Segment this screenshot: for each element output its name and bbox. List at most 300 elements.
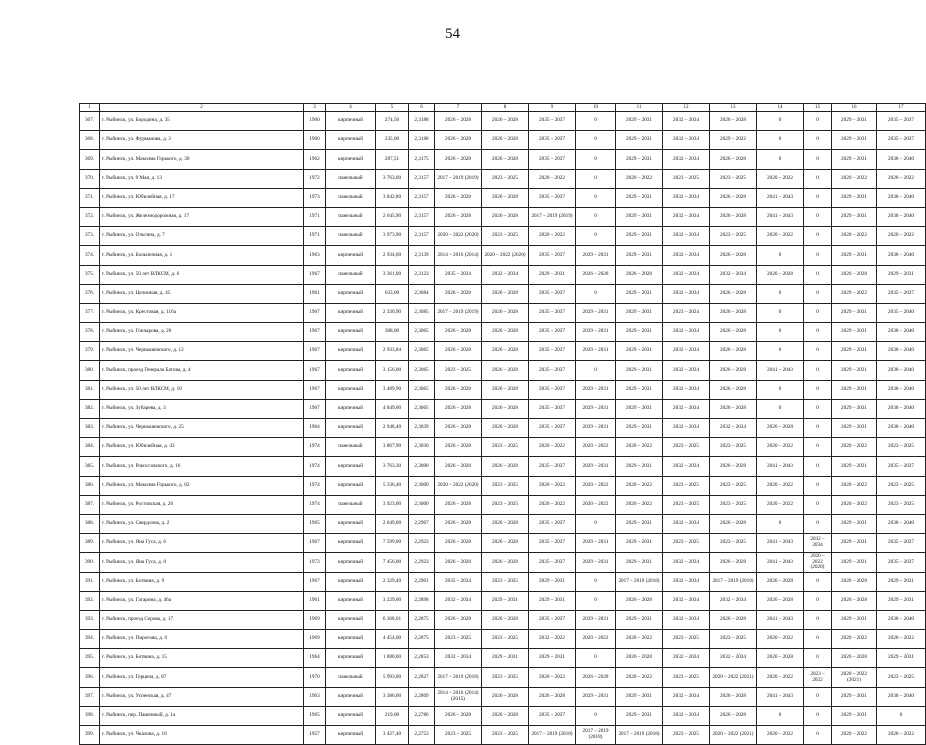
period-cell: 2029 – 2031 xyxy=(616,361,663,380)
period-cell: 2020 – 2022 xyxy=(757,227,804,246)
period-cell: 2035 – 2037 xyxy=(529,514,576,533)
period-cell: 2023 – 2025 xyxy=(482,726,529,745)
period-cell: 2035 – 2037 xyxy=(529,399,576,418)
period-cell: 2026 – 2028 xyxy=(710,457,757,476)
year-cell: 1974 xyxy=(304,476,326,495)
wall-material-cell: кирпичный xyxy=(326,591,376,610)
area-cell: 7 456,00 xyxy=(376,553,409,572)
address-cell: г. Рыбинск, ул. Успенская, д. 47 xyxy=(100,687,304,706)
column-number: 3 xyxy=(304,104,326,112)
table-row xyxy=(80,495,926,514)
period-cell: 2026 – 2028 xyxy=(435,457,482,476)
period-cell: 2026 – 2028 xyxy=(435,438,482,457)
table-row xyxy=(80,476,926,495)
period-cell: 0 xyxy=(576,188,616,207)
table-row xyxy=(80,706,926,725)
period-cell: 2029 – 2031 xyxy=(616,399,663,418)
address-cell: г. Рыбинск, ул. Чернышевского, д. 12 xyxy=(100,342,304,361)
period-cell: 2020 – 2022 xyxy=(576,476,616,495)
wall-material-cell: кирпичный xyxy=(326,706,376,725)
period-cell: 2032 – 2034 xyxy=(663,207,710,226)
period-cell: 2020 – 2022 xyxy=(616,476,663,495)
period-cell: 2026 – 2028 xyxy=(482,207,529,226)
period-cell: 0 xyxy=(804,649,832,668)
row-number: 385. xyxy=(80,457,100,476)
period-cell: 2029 – 2031 xyxy=(832,303,877,322)
period-cell: 2026 – 2028 xyxy=(710,380,757,399)
index-cell: 2,3188 xyxy=(409,131,435,150)
row-number: 369. xyxy=(80,150,100,169)
table-row xyxy=(80,399,926,418)
area-cell: 4 849,00 xyxy=(376,399,409,418)
period-cell: 2035 – 2037 xyxy=(529,380,576,399)
period-cell: 2035 – 2037 xyxy=(529,284,576,303)
period-cell: 2020 – 2022 xyxy=(529,169,576,188)
column-number: 8 xyxy=(482,104,529,112)
address-cell: г. Рыбинск, ул. 9 Мая, д. 13 xyxy=(100,169,304,188)
table-row xyxy=(80,361,926,380)
period-cell: 0 xyxy=(804,150,832,169)
period-cell: 2035 – 2037 xyxy=(529,246,576,265)
period-cell: 2029 – 2031 xyxy=(832,687,877,706)
row-number: 377. xyxy=(80,303,100,322)
period-cell: 2032 – 2034 xyxy=(663,150,710,169)
period-cell: 2038 – 2040 xyxy=(877,246,926,265)
address-cell: г. Рыбинск, ул. Чернышевского, д. 25 xyxy=(100,419,304,438)
table-row xyxy=(80,188,926,207)
table-row xyxy=(80,630,926,649)
wall-material-cell: кирпичный xyxy=(326,131,376,150)
table-row xyxy=(80,150,926,169)
row-number: 367. xyxy=(80,112,100,131)
period-cell: 2023 – 2025 xyxy=(710,169,757,188)
period-cell: 2029 – 2031 xyxy=(877,591,926,610)
period-cell: 2026 – 2028 xyxy=(710,284,757,303)
period-cell: 2020 – 2022 xyxy=(832,726,877,745)
period-cell: 2026 – 2028 xyxy=(435,342,482,361)
period-cell: 2029 – 2031 xyxy=(576,419,616,438)
period-cell: 0 xyxy=(576,514,616,533)
area-cell: 2 948,40 xyxy=(376,419,409,438)
column-number: 16 xyxy=(832,104,877,112)
address-cell: г. Рыбинск, ул. Целинная, д. 45 xyxy=(100,284,304,303)
period-cell: 2029 – 2031 xyxy=(576,303,616,322)
period-cell: 2026 – 2028 xyxy=(710,150,757,169)
index-cell: 2,2875 xyxy=(409,630,435,649)
period-cell: 2020 – 2022 (2020) xyxy=(804,553,832,572)
period-cell: 2035 – 2037 xyxy=(529,342,576,361)
period-cell: 2026 – 2028 xyxy=(710,514,757,533)
period-cell: 2020 – 2022 xyxy=(616,169,663,188)
period-cell: 0 xyxy=(757,131,804,150)
period-cell: 2026 – 2028 xyxy=(435,284,482,303)
index-cell: 2,3123 xyxy=(409,265,435,284)
period-cell: 2035 – 2037 xyxy=(877,112,926,131)
period-cell: 0 xyxy=(757,323,804,342)
period-cell: 2035 – 2037 xyxy=(877,457,926,476)
period-cell: 2023 – 2025 xyxy=(710,438,757,457)
period-cell: 2029 – 2031 xyxy=(616,457,663,476)
period-cell: 2023 – 2025 xyxy=(482,438,529,457)
year-cell: 1971 xyxy=(304,227,326,246)
period-cell: 2023 – 2025 xyxy=(663,169,710,188)
period-cell: 2026 – 2028 xyxy=(435,534,482,553)
period-cell: 2026 – 2028 xyxy=(616,591,663,610)
period-cell: 2026 – 2028 xyxy=(435,553,482,572)
period-cell: 2020 – 2022 xyxy=(576,495,616,514)
period-cell: 0 xyxy=(877,706,926,725)
period-cell: 2026 – 2028 xyxy=(757,419,804,438)
period-cell: 0 xyxy=(576,706,616,725)
period-cell: 2023 – 2025 xyxy=(710,476,757,495)
year-cell: 1960 xyxy=(304,131,326,150)
period-cell: 2023 – 2022 xyxy=(804,668,832,687)
period-cell: 2029 – 2031 xyxy=(832,610,877,629)
area-cell: 3 763,00 xyxy=(376,169,409,188)
period-cell: 2029 – 2031 xyxy=(576,534,616,553)
period-cell: 2026 – 2028 xyxy=(435,419,482,438)
index-cell: 2,2923 xyxy=(409,553,435,572)
period-cell: 2020 – 2022 xyxy=(832,169,877,188)
period-cell: 2020 – 2022 (2020) xyxy=(482,246,529,265)
address-cell: г. Рыбинск, ул. Максима Горького, д. 82 xyxy=(100,476,304,495)
period-cell: 2032 – 2034 xyxy=(710,591,757,610)
period-cell: 0 xyxy=(804,687,832,706)
wall-material-cell: кирпичный xyxy=(326,610,376,629)
area-cell: 633,00 xyxy=(376,284,409,303)
period-cell: 2029 – 2031 xyxy=(616,687,663,706)
table-row xyxy=(80,227,926,246)
address-cell: г. Рыбинск, ул. Чкалова, д. 10 xyxy=(100,726,304,745)
period-cell: 2020 – 2022 xyxy=(757,726,804,745)
area-cell: 3 361,00 xyxy=(376,265,409,284)
period-cell: 2035 – 2037 xyxy=(529,188,576,207)
period-cell: 2029 – 2031 xyxy=(576,246,616,265)
period-cell: 2032 – 2034 xyxy=(663,284,710,303)
table-row xyxy=(80,323,926,342)
period-cell: 0 xyxy=(576,572,616,591)
wall-material-cell: кирпичный xyxy=(326,399,376,418)
period-cell: 2038 – 2040 xyxy=(877,687,926,706)
period-cell: 2020 – 2022 (2020) xyxy=(435,227,482,246)
period-cell: 2029 – 2031 xyxy=(832,706,877,725)
column-number: 5 xyxy=(376,104,409,112)
wall-material-cell: панельный xyxy=(326,668,376,687)
year-cell: 1972 xyxy=(304,169,326,188)
period-cell: 2029 – 2022 xyxy=(710,131,757,150)
period-cell: 0 xyxy=(804,361,832,380)
wall-material-cell: кирпичный xyxy=(326,303,376,322)
period-cell: 0 xyxy=(804,207,832,226)
period-cell: 2023 – 2025 xyxy=(435,361,482,380)
period-cell: 2035 – 2037 xyxy=(529,131,576,150)
column-number: 2 xyxy=(100,104,304,112)
column-number-row xyxy=(80,104,926,112)
period-cell: 2023 – 2024 xyxy=(663,303,710,322)
period-cell: 2029 – 2031 xyxy=(576,687,616,706)
period-cell: 2020 – 2022 xyxy=(757,668,804,687)
year-cell: 1973 xyxy=(304,553,326,572)
row-number: 393. xyxy=(80,610,100,629)
period-cell: 2020 – 2022 xyxy=(616,438,663,457)
period-cell: 0 xyxy=(804,630,832,649)
row-number: 398. xyxy=(80,706,100,725)
address-cell: г. Рыбинск, ул. Максима Горького, д. 30 xyxy=(100,150,304,169)
wall-material-cell: панельный xyxy=(326,188,376,207)
column-number: 9 xyxy=(529,104,576,112)
period-cell: 2038 – 2040 xyxy=(877,361,926,380)
period-cell: 2032 – 2034 xyxy=(663,265,710,284)
period-cell: 2026 – 2028 xyxy=(757,572,804,591)
period-cell: 2029 – 2031 xyxy=(616,284,663,303)
period-cell: 2023 – 2025 xyxy=(482,169,529,188)
area-cell: 3 973,90 xyxy=(376,227,409,246)
period-cell: 2026 – 2028 xyxy=(710,188,757,207)
row-number: 379. xyxy=(80,342,100,361)
column-number: 14 xyxy=(757,104,804,112)
period-cell: 2026 – 2028 xyxy=(832,572,877,591)
period-cell: 2035 – 2037 xyxy=(877,534,926,553)
area-cell: 1 880,00 xyxy=(376,649,409,668)
address-cell: г. Рыбинск, ул. Яна Гуса, д. 8 xyxy=(100,553,304,572)
period-cell: 2026 – 2028 xyxy=(482,399,529,418)
period-cell: 2035 – 2037 xyxy=(529,610,576,629)
table-row xyxy=(80,112,926,131)
area-cell: 308,00 xyxy=(376,323,409,342)
period-cell: 2041 – 2043 xyxy=(757,188,804,207)
period-cell: 2023 – 2025 xyxy=(663,668,710,687)
period-cell: 2026 – 2028 xyxy=(710,303,757,322)
period-cell: 2020 – 2022 xyxy=(616,668,663,687)
year-cell: 1969 xyxy=(304,610,326,629)
row-number: 368. xyxy=(80,131,100,150)
period-cell: 2020 – 2022 xyxy=(832,438,877,457)
table-row xyxy=(80,207,926,226)
period-cell: 2023 – 2025 xyxy=(663,438,710,457)
period-cell: 2029 – 2031 xyxy=(832,534,877,553)
wall-material-cell: панельный xyxy=(326,169,376,188)
table-row xyxy=(80,649,926,668)
period-cell: 0 xyxy=(804,514,832,533)
index-cell: 2,2967 xyxy=(409,514,435,533)
period-cell: 2041 – 2043 xyxy=(757,361,804,380)
period-cell: 2023 – 2025 xyxy=(663,534,710,553)
period-cell: 2032 – 2034 xyxy=(663,572,710,591)
row-number: 371. xyxy=(80,188,100,207)
period-cell: 2035 – 2034 xyxy=(435,265,482,284)
period-cell: 2026 – 2028 xyxy=(482,150,529,169)
row-number: 375. xyxy=(80,265,100,284)
period-cell: 2029 – 2031 xyxy=(832,246,877,265)
period-cell: 2032 – 2034 xyxy=(710,649,757,668)
period-cell: 0 xyxy=(576,131,616,150)
period-cell: 2029 – 2031 xyxy=(832,188,877,207)
period-cell: 2026 – 2028 xyxy=(435,514,482,533)
period-cell: 2032 – 2034 xyxy=(663,457,710,476)
row-number: 397. xyxy=(80,687,100,706)
row-number: 380. xyxy=(80,361,100,380)
year-cell: 1973 xyxy=(304,188,326,207)
wall-material-cell: кирпичный xyxy=(326,572,376,591)
area-cell: 287,51 xyxy=(376,150,409,169)
period-cell: 2035 – 2037 xyxy=(529,553,576,572)
wall-material-cell: кирпичный xyxy=(326,476,376,495)
period-cell: 2023 – 2025 xyxy=(663,476,710,495)
index-cell: 2,3157 xyxy=(409,188,435,207)
index-cell: 2,2809 xyxy=(409,687,435,706)
period-cell: 2020 – 2022 xyxy=(877,169,926,188)
period-cell: 2026 – 2028 xyxy=(482,188,529,207)
period-cell: 2029 – 2031 xyxy=(616,342,663,361)
period-cell: 2032 – 2034 xyxy=(663,361,710,380)
index-cell: 2,3065 xyxy=(409,323,435,342)
year-cell: 1967 xyxy=(304,534,326,553)
period-cell: 2032 – 2034 xyxy=(804,534,832,553)
period-cell: 2020 – 2022 xyxy=(877,227,926,246)
address-cell: г. Рыбинск, ул. Фурманова, д. 3 xyxy=(100,131,304,150)
column-number: 4 xyxy=(326,104,376,112)
address-cell: г. Рыбинск, ул. 50 лет ВЛКСМ, д. 6 xyxy=(100,265,304,284)
wall-material-cell: кирпичный xyxy=(326,246,376,265)
area-cell: 3 229,00 xyxy=(376,591,409,610)
period-cell: 2026 – 2028 xyxy=(710,361,757,380)
wall-material-cell: панельный xyxy=(326,207,376,226)
period-cell: 2026 – 2028 xyxy=(710,706,757,725)
wall-material-cell: кирпичный xyxy=(326,284,376,303)
period-cell: 2032 – 2022 xyxy=(529,630,576,649)
table-row xyxy=(80,265,926,284)
table-row xyxy=(80,419,926,438)
period-cell: 0 xyxy=(804,169,832,188)
period-cell: 2032 – 2034 xyxy=(663,112,710,131)
row-number: 376. xyxy=(80,284,100,303)
address-cell: г. Рыбинск, ул. Крестовая, д. 116а xyxy=(100,303,304,322)
index-cell: 2,3000 xyxy=(409,495,435,514)
row-number: 383. xyxy=(80,419,100,438)
period-cell: 2023 – 2025 xyxy=(663,726,710,745)
area-cell: 2 645,90 xyxy=(376,207,409,226)
period-cell: 2020 – 2022 xyxy=(616,495,663,514)
period-cell: 0 xyxy=(804,438,832,457)
wall-material-cell: кирпичный xyxy=(326,457,376,476)
period-cell: 2023 – 2025 xyxy=(877,438,926,457)
period-cell: 2029 – 2031 xyxy=(482,649,529,668)
period-cell: 0 xyxy=(576,361,616,380)
period-cell: 2026 – 2028 xyxy=(435,380,482,399)
column-number: 12 xyxy=(663,104,710,112)
period-cell: 2032 – 2034 xyxy=(663,553,710,572)
address-cell: г. Рыбинск, пер. Пашенный, д. 1а xyxy=(100,706,304,725)
period-cell: 2023 – 2025 xyxy=(710,495,757,514)
period-cell: 2020 – 2022 xyxy=(757,169,804,188)
period-cell: 2035 – 2037 xyxy=(877,131,926,150)
period-cell: 0 xyxy=(804,323,832,342)
column-number: 10 xyxy=(576,104,616,112)
area-cell: 219,00 xyxy=(376,706,409,725)
period-cell: 2038 – 2040 xyxy=(877,207,926,226)
period-cell: 2023 – 2025 xyxy=(710,630,757,649)
period-cell: 2026 – 2028 xyxy=(710,323,757,342)
year-cell: 1970 xyxy=(304,668,326,687)
period-cell: 2032 – 2034 xyxy=(710,419,757,438)
year-cell: 1974 xyxy=(304,457,326,476)
index-cell: 2,3065 xyxy=(409,361,435,380)
wall-material-cell: кирпичный xyxy=(326,553,376,572)
period-cell: 0 xyxy=(804,572,832,591)
period-cell: 2020 – 2022 xyxy=(529,438,576,457)
period-cell: 2020 – 2022 (2021) xyxy=(710,668,757,687)
period-cell: 2026 – 2028 xyxy=(435,207,482,226)
period-cell: 2026 – 2028 xyxy=(710,553,757,572)
period-cell: 2029 – 2031 xyxy=(576,457,616,476)
area-cell: 3 386,00 xyxy=(376,687,409,706)
address-cell: г. Рыбинск, ул. Зубарева, д. 3 xyxy=(100,399,304,418)
row-number: 391. xyxy=(80,572,100,591)
period-cell: 2026 – 2028 xyxy=(482,610,529,629)
period-cell: 2032 – 2034 xyxy=(435,649,482,668)
period-cell: 0 xyxy=(576,227,616,246)
address-cell: г. Рыбинск, ул. Гагарина, д. 46а xyxy=(100,591,304,610)
period-cell: 2029 – 2031 xyxy=(877,649,926,668)
year-cell: 1963 xyxy=(304,246,326,265)
wall-material-cell: кирпичный xyxy=(326,342,376,361)
period-cell: 2026 – 2028 xyxy=(832,649,877,668)
period-cell: 2017 – 2019 (2018) xyxy=(576,726,616,745)
year-cell: 1971 xyxy=(304,207,326,226)
index-cell: 2,3157 xyxy=(409,227,435,246)
row-number: 392. xyxy=(80,591,100,610)
period-cell: 0 xyxy=(804,246,832,265)
period-cell: 0 xyxy=(804,726,832,745)
period-cell: 2020 – 2022 (2021) xyxy=(832,668,877,687)
period-cell: 2026 – 2028 xyxy=(757,265,804,284)
wall-material-cell: кирпичный xyxy=(326,687,376,706)
period-cell: 2023 – 2025 xyxy=(482,227,529,246)
period-cell: 0 xyxy=(804,706,832,725)
period-cell: 2017 – 2019 (2018) xyxy=(616,726,663,745)
period-cell: 0 xyxy=(804,591,832,610)
period-cell: 2029 – 2031 xyxy=(832,380,877,399)
area-cell: 3 923,00 xyxy=(376,495,409,514)
period-cell: 0 xyxy=(576,150,616,169)
period-cell: 2032 – 2034 xyxy=(663,399,710,418)
row-number: 394. xyxy=(80,630,100,649)
column-number: 6 xyxy=(409,104,435,112)
row-number: 373. xyxy=(80,227,100,246)
period-cell: 2023 – 2025 xyxy=(877,476,926,495)
address-cell: г. Рыбинск, проезд Серова, д. 17 xyxy=(100,610,304,629)
period-cell: 0 xyxy=(804,284,832,303)
period-cell: 2041 – 2043 xyxy=(757,207,804,226)
period-cell: 2020 – 2022 xyxy=(616,630,663,649)
period-cell: 2026 – 2028 xyxy=(482,112,529,131)
period-cell: 0 xyxy=(804,265,832,284)
address-cell: г. Рыбинск, ул. Рокоссовского, д. 16 xyxy=(100,457,304,476)
column-number: 7 xyxy=(435,104,482,112)
index-cell: 2,3188 xyxy=(409,112,435,131)
index-cell: 2,3000 xyxy=(409,457,435,476)
period-cell: 2029 – 2031 xyxy=(616,610,663,629)
index-cell: 2,2923 xyxy=(409,534,435,553)
period-cell: 2029 – 2031 xyxy=(616,419,663,438)
year-cell: 1967 xyxy=(304,399,326,418)
row-number: 388. xyxy=(80,514,100,533)
period-cell: 2026 – 2028 xyxy=(435,150,482,169)
period-cell: 2023 – 2025 xyxy=(482,668,529,687)
row-number: 384. xyxy=(80,438,100,457)
period-cell: 2026 – 2028 xyxy=(832,591,877,610)
period-cell: 0 xyxy=(804,457,832,476)
